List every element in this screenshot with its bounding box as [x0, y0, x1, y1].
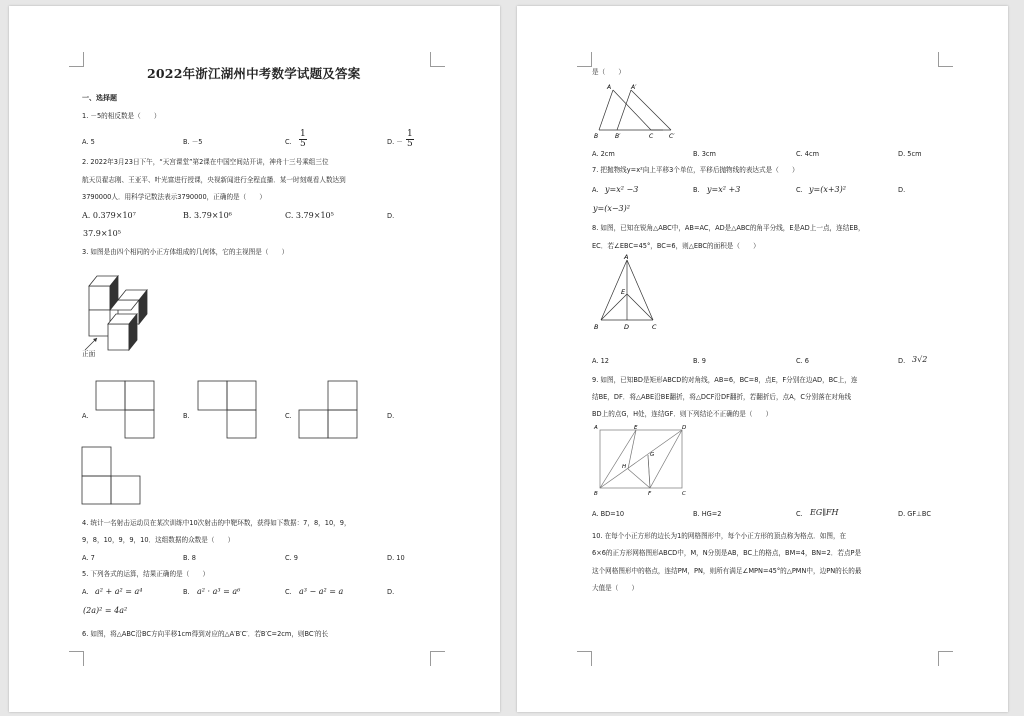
q3-front-label: 正面 [82, 350, 96, 358]
q3-option-c-figure [298, 380, 360, 440]
q2-option-d: D. [387, 212, 395, 220]
q6-line-2: 是（ ） [592, 68, 625, 76]
q3-option-d-figure [81, 446, 143, 506]
q3-option-a-label: A. [82, 412, 89, 420]
fig-label-C-prime: C′ [669, 133, 675, 140]
q7-option-a: A. [592, 186, 599, 194]
q9-option-a: A. BD=10 [592, 510, 625, 518]
q1-option-d-fraction [406, 130, 414, 149]
q3-option-b-label: B. [183, 412, 190, 420]
q4-line-2: 9，8，10，9，9，10．这组数据的众数是（ ） [82, 536, 235, 544]
q7-option-a-math: y=x² −3 [605, 185, 639, 194]
fig-label-H: H [622, 464, 627, 470]
q8-option-c: C. 6 [796, 357, 809, 365]
q3-stem: 3. 如图是由四个相同的小正方体组成的几何体，它的主视图是（ ） [82, 248, 289, 256]
q7-option-c-math: y=(x+3)² [809, 185, 846, 194]
q1-option-c-fraction [299, 130, 307, 149]
q3-option-b-figure [197, 380, 259, 440]
frac-den: 5 [407, 139, 413, 149]
q7-option-b: B. [693, 186, 700, 194]
q1-option-a: A. 5 [82, 138, 95, 146]
q5-option-b: B. [183, 588, 190, 596]
q7-option-d: D. [898, 186, 906, 194]
fig-label-B: B [594, 133, 599, 140]
q4-option-a: A. 7 [82, 554, 95, 562]
fig-label-C: C [682, 491, 686, 496]
q3-option-c-label: C. [285, 412, 292, 420]
q9-line-3: BD上的点G，H处，连结GF．则下列结论不正确的是（ ） [592, 410, 773, 418]
fig-label-C: C [649, 133, 654, 140]
q10-line-3: 这个网格图形中的格点，连结PM，PN，则所有满足∠MPN=45°的△PMN中，边PN的长的最 [592, 567, 862, 575]
q9-option-c: C. [796, 510, 803, 518]
fig-label-G: G [650, 452, 655, 458]
q6-option-b: B. 3cm [693, 150, 716, 158]
q6-line-1: 6. 如图，将△ABC沿BC方向平移1cm得到对应的△A′B′C′．若B′C=2cm，则BC′的长 [82, 630, 329, 638]
q3-option-a-figure [95, 380, 157, 440]
q1-option-d: D. － [387, 138, 403, 146]
q1-option-c: C. [285, 138, 292, 146]
crop-mark [938, 52, 953, 67]
q5-option-a-math: a² + a² = a⁴ [95, 587, 143, 596]
q9-option-b: B. HG=2 [693, 510, 722, 518]
crop-mark [430, 651, 445, 666]
crop-mark [577, 52, 592, 67]
fig-label-A-prime: A′ [631, 84, 637, 91]
fig-label-B: B [594, 323, 599, 331]
fig-label-D: D [682, 425, 687, 431]
q7-option-b-math: y=x² +3 [707, 185, 741, 194]
q8-line-1: 8. 如图，已知在锐角△ABC中，AB=AC，AD是△ABC的角平分线，E是AD上一点，连结EB， [592, 224, 865, 232]
fig-label-B: B [594, 491, 598, 496]
q4-option-d: D. 10 [387, 554, 405, 562]
q2-option-c: C. 3.79×10⁵ [285, 211, 334, 220]
crop-mark [430, 52, 445, 67]
q5-stem: 5. 下列各式的运算，结果正确的是（ ） [82, 570, 210, 578]
q8-triangle-figure [593, 254, 663, 332]
q3-option-d-label: D. [387, 412, 395, 420]
crop-mark [69, 52, 84, 67]
crop-mark [69, 651, 84, 666]
q9-option-d: D. GF⊥BC [898, 510, 931, 518]
q2-option-d-value: 37.9×10⁵ [83, 229, 121, 238]
frac-den: 5 [300, 139, 306, 149]
fig-label-A: A [607, 84, 612, 91]
fig-label-C: C [652, 323, 657, 331]
q6-figure [593, 80, 693, 142]
q8-option-a: A. 12 [592, 357, 609, 365]
q7-stem: 7. 把抛物线y=x²向上平移3个单位，平移后抛物线的表达式是（ ） [592, 166, 799, 174]
document-page-1 [9, 6, 500, 712]
section-heading: 一、选择题 [82, 94, 117, 102]
q4-option-c: C. 9 [285, 554, 298, 562]
fig-label-B-prime: B′ [615, 133, 621, 140]
q4-line-1: 4. 统计一名射击运动员在某次训练中10次射击的中靶环数，获得如下数据：7，8，10，9， [82, 519, 351, 527]
q4-option-b: B. 8 [183, 554, 196, 562]
q9-option-c-math: EG∥FH [810, 508, 839, 517]
fig-label-D: D [624, 323, 630, 331]
q6-option-c: C. 4cm [796, 150, 820, 158]
frac-num: 1 [300, 129, 306, 139]
q8-line-2: EC．若∠EBC=45°，BC=6，则△EBC的面积是（ ） [592, 242, 760, 250]
q2-option-b: B. 3.79×10⁶ [183, 211, 232, 220]
q2-line-2: 航天员翟志刚、王亚平、叶光富进行授课，央视新闻进行全程直播．某一时刻观看人数达到 [82, 176, 346, 184]
page-title: 2022年浙江湖州中考数学试题及答案 [147, 66, 361, 81]
q5-option-d-math: (2a)² = 4a² [83, 606, 128, 615]
q10-line-1: 10. 在每个小正方形的边长为1的网格图形中，每个小正方形的顶点称为格点．如图，在 [592, 532, 847, 540]
q5-option-c-math: a³ − a² = a [299, 587, 344, 596]
frac-num: 1 [407, 129, 413, 139]
fig-label-F: F [648, 491, 652, 496]
fig-label-E: E [634, 425, 638, 431]
fig-label-A: A [594, 425, 598, 431]
q5-option-b-math: a² · a³ = a⁶ [197, 587, 241, 596]
crop-mark [938, 651, 953, 666]
fig-label-E: E [621, 288, 626, 296]
q5-option-d: D. [387, 588, 395, 596]
q2-option-a: A. 0.379×10⁷ [82, 211, 136, 220]
q8-option-d-math: 3√2 [912, 355, 928, 364]
q8-option-d: D. [898, 357, 906, 365]
q1-option-b: B. －5 [183, 138, 203, 146]
q9-rectangle-figure [592, 422, 692, 496]
q3-cube-figure [79, 264, 169, 364]
fig-label-A: A [624, 254, 629, 261]
q10-line-2: 6×6的正方形网格图形ABCD中，M，N分别是AB，BC上的格点，BM=4，BN=2．若点P是 [592, 549, 862, 557]
q1-stem: 1. －5的相反数是（ ） [82, 112, 161, 120]
q2-line-3: 3790000人．用科学记数法表示3790000，正确的是（ ） [82, 193, 267, 201]
q2-line-1: 2. 2022年3月23日下午，“天宫课堂”第2课在中国空间站开讲，神舟十三号乘组三位 [82, 158, 329, 166]
q5-option-c: C. [285, 588, 292, 596]
q5-option-a: A. [82, 588, 89, 596]
q10-line-4: 大值是（ ） [592, 584, 639, 592]
q6-option-d: D. 5cm [898, 150, 922, 158]
q9-line-1: 9. 如图，已知BD是矩形ABCD的对角线，AB=6，BC=8，点E，F分别在边AD，BC上，连 [592, 376, 858, 384]
q7-option-c: C. [796, 186, 803, 194]
document-page-2 [517, 6, 1008, 712]
q9-line-2: 结BE，DF．将△ABE沿BE翻折，将△DCF沿DF翻折，若翻折后，点A，C分别落在对角线 [592, 393, 852, 401]
q7-option-d-math: y=(x−3)² [593, 204, 630, 213]
q6-option-a: A. 2cm [592, 150, 615, 158]
q8-option-b: B. 9 [693, 357, 706, 365]
crop-mark [577, 651, 592, 666]
